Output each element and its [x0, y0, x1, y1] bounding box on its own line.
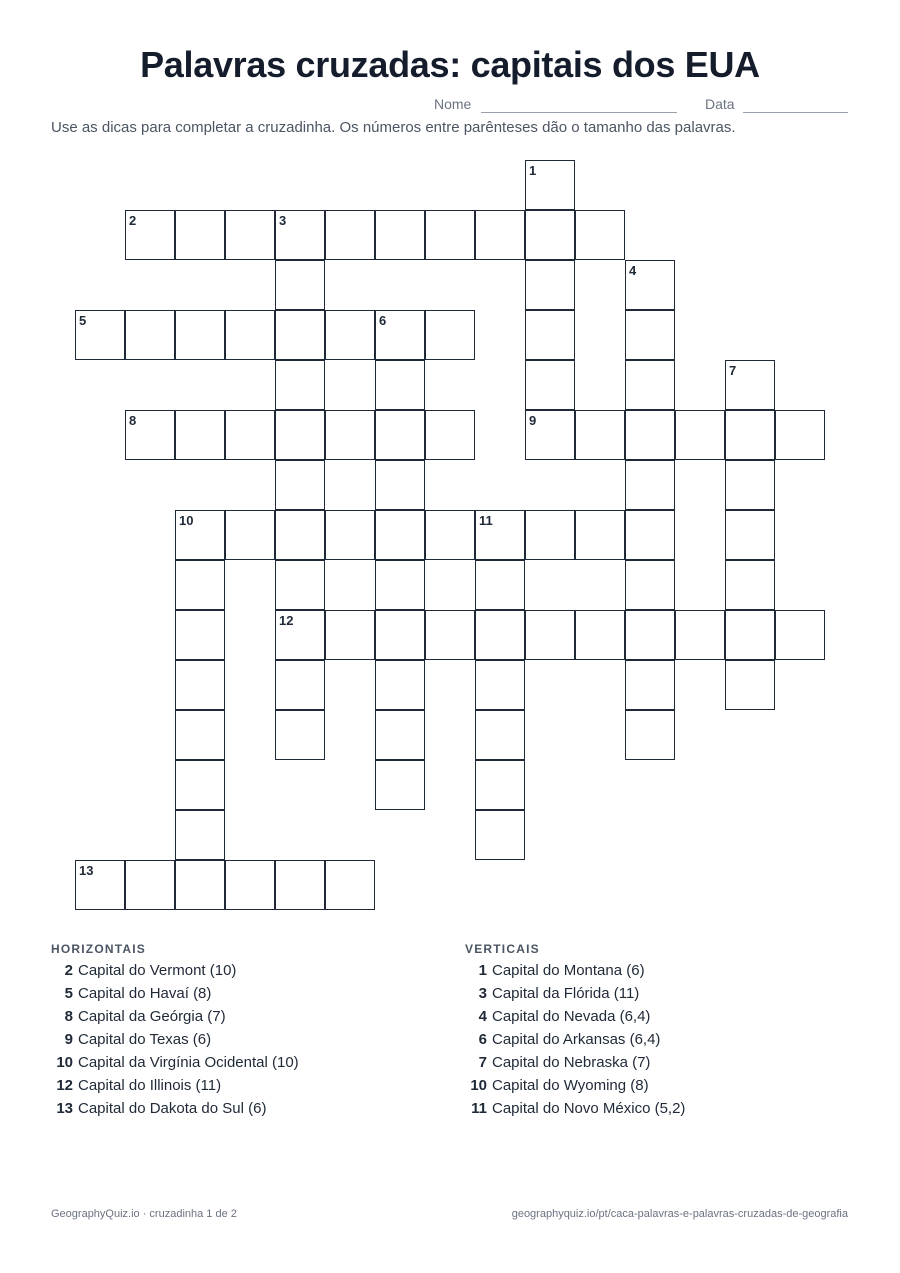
page-title: Palavras cruzadas: capitais dos EUA [140, 44, 760, 85]
crossword-cell[interactable] [275, 360, 325, 410]
crossword-cell[interactable] [475, 810, 525, 860]
crossword-cell[interactable] [75, 860, 125, 910]
down-clues [465, 962, 685, 1123]
crossword-cell[interactable] [675, 610, 725, 660]
clue-number: 12 [279, 613, 294, 628]
crossword-cell[interactable] [375, 510, 425, 560]
crossword-cell[interactable] [375, 210, 425, 260]
crossword-cell[interactable] [725, 560, 775, 610]
across-clue: 12 Capital do Illinois (11) [56, 1077, 222, 1094]
crossword-cell[interactable] [375, 560, 425, 610]
crossword-cell[interactable] [275, 560, 325, 610]
crossword-cell[interactable] [375, 310, 425, 360]
crossword-cell[interactable] [625, 460, 675, 510]
crossword-cell[interactable] [625, 360, 675, 410]
crossword-cell[interactable] [325, 210, 375, 260]
down-clue: 10 Capital do Wyoming (8) [470, 1077, 649, 1094]
crossword-cell[interactable] [175, 510, 225, 560]
crossword-cell[interactable] [175, 610, 225, 660]
clue-number: 7 [729, 363, 737, 378]
crossword-cell[interactable] [75, 310, 125, 360]
crossword-cell[interactable] [375, 760, 425, 810]
crossword-cell[interactable] [475, 660, 525, 710]
crossword-cell[interactable] [475, 710, 525, 760]
crossword-cell[interactable] [625, 660, 675, 710]
crossword-cell[interactable] [625, 310, 675, 360]
crossword-cell[interactable] [475, 510, 525, 560]
crossword-cell[interactable] [275, 660, 325, 710]
crossword-cell[interactable] [575, 410, 625, 460]
down-clue: 1 Capital do Montana (6) [478, 962, 645, 979]
down-clue: 11 Capital do Novo México (5,2) [471, 1100, 686, 1117]
crossword-cell[interactable] [525, 410, 575, 460]
crossword-cell[interactable] [225, 210, 275, 260]
crossword-cell[interactable] [625, 710, 675, 760]
clue-number: 2 [129, 213, 137, 228]
crossword-cell[interactable] [775, 610, 825, 660]
crossword-cell[interactable] [375, 460, 425, 510]
crossword-cell[interactable] [175, 210, 225, 260]
crossword-cell[interactable] [575, 210, 625, 260]
crossword-cell[interactable] [375, 710, 425, 760]
clue-number: 5 [79, 313, 87, 328]
crossword-cell[interactable] [175, 760, 225, 810]
clue-number: 9 [529, 413, 537, 428]
crossword-cell[interactable] [225, 510, 275, 560]
crossword-cell[interactable] [175, 310, 225, 360]
across-clues [51, 962, 299, 1123]
crossword-cell[interactable] [275, 210, 325, 260]
clue-number: 3 [279, 213, 287, 228]
crossword-cell[interactable] [575, 610, 625, 660]
date-label: Data [705, 96, 735, 112]
crossword-cell[interactable] [775, 410, 825, 460]
crossword-cell[interactable] [525, 510, 575, 560]
crossword-cell[interactable] [275, 260, 325, 310]
crossword-cell[interactable] [125, 310, 175, 360]
down-clue: 7 Capital do Nebraska (7) [478, 1054, 651, 1071]
crossword-cell[interactable] [425, 610, 475, 660]
crossword-cell[interactable] [475, 560, 525, 610]
crossword-cell[interactable] [225, 860, 275, 910]
clue-number: 11 [479, 513, 493, 528]
crossword-cell[interactable] [275, 610, 325, 660]
crossword-cell[interactable] [725, 460, 775, 510]
across-clue: 13 Capital do Dakota do Sul (6) [56, 1100, 267, 1117]
crossword-cell[interactable] [175, 710, 225, 760]
crossword-cell[interactable] [375, 610, 425, 660]
crossword-cell[interactable] [375, 410, 425, 460]
crossword-cell[interactable] [325, 510, 375, 560]
crossword-cell[interactable] [475, 610, 525, 660]
footer-link[interactable]: geographyquiz.io/pt/caca-palavras-e-palavras-cruzadas-de-geografia [511, 1208, 848, 1220]
crossword-cell[interactable] [725, 410, 775, 460]
crossword-cell[interactable] [675, 410, 725, 460]
crossword-cell[interactable] [125, 410, 175, 460]
crossword-cell[interactable] [625, 560, 675, 610]
crossword-cell[interactable] [325, 310, 375, 360]
crossword-cell[interactable] [325, 410, 375, 460]
clue-number: 1 [529, 163, 537, 178]
crossword-cell[interactable] [375, 660, 425, 710]
crossword-cell[interactable] [475, 760, 525, 810]
crossword-cell[interactable] [425, 310, 475, 360]
crossword-cell[interactable] [175, 660, 225, 710]
crossword-cell[interactable] [725, 660, 775, 710]
crossword-cell[interactable] [525, 610, 575, 660]
clue-number: 6 [379, 313, 387, 328]
across-clue: 8 Capital da Geórgia (7) [64, 1008, 226, 1025]
crossword-cell[interactable] [725, 610, 775, 660]
across-heading: HORIZONTAIS [51, 942, 146, 956]
crossword-cell[interactable] [325, 860, 375, 910]
crossword-cell[interactable] [275, 710, 325, 760]
crossword-cell[interactable] [425, 210, 475, 260]
crossword-cell[interactable] [525, 310, 575, 360]
crossword-cell[interactable] [175, 410, 225, 460]
crossword-cell[interactable] [575, 510, 625, 560]
clue-number: 13 [79, 863, 94, 878]
across-clue: 2 Capital do Vermont (10) [64, 962, 237, 979]
crossword-cell[interactable] [425, 410, 475, 460]
crossword-cell[interactable] [175, 560, 225, 610]
crossword-cell[interactable] [475, 210, 525, 260]
down-clue: 3 Capital da Flórida (11) [478, 985, 640, 1002]
crossword-cell[interactable] [525, 360, 575, 410]
crossword-cell[interactable] [125, 210, 175, 260]
clue-number: 10 [179, 513, 194, 528]
crossword-cell[interactable] [725, 360, 775, 410]
clue-number: 8 [129, 413, 137, 428]
across-clue: 9 Capital do Texas (6) [64, 1031, 212, 1048]
across-clue: 5 Capital do Havaí (8) [64, 985, 212, 1002]
down-clue: 6 Capital do Arkansas (6,4) [478, 1031, 661, 1048]
crossword-cell[interactable] [275, 510, 325, 560]
crossword-cell[interactable] [175, 810, 225, 860]
crossword-cell[interactable] [225, 310, 275, 360]
clue-number: 4 [629, 263, 637, 278]
crossword-cell[interactable] [275, 410, 325, 460]
crossword-cell[interactable] [375, 360, 425, 410]
name-label: Nome [434, 96, 472, 112]
crossword-cell[interactable] [175, 860, 225, 910]
crossword-cell[interactable] [625, 510, 675, 560]
down-heading: VERTICAIS [465, 942, 540, 956]
footer-left: GeographyQuiz.io · cruzadinha 1 de 2 [51, 1208, 237, 1220]
crossword-cell[interactable] [525, 210, 575, 260]
crossword-cell[interactable] [425, 510, 475, 560]
crossword-cell[interactable] [125, 860, 175, 910]
crossword-cell[interactable] [625, 410, 675, 460]
down-clue: 4 Capital do Nevada (6,4) [478, 1008, 651, 1025]
crossword-cell[interactable] [625, 610, 675, 660]
crossword-cell[interactable] [525, 260, 575, 310]
crossword-cell[interactable] [275, 860, 325, 910]
crossword-cell[interactable] [225, 410, 275, 460]
crossword-cell[interactable] [325, 610, 375, 660]
across-clue: 10 Capital da Virgínia Ocidental (10) [56, 1054, 299, 1071]
crossword-cell[interactable] [275, 460, 325, 510]
crossword-cell[interactable] [275, 310, 325, 360]
crossword-cell[interactable] [525, 160, 575, 210]
crossword-cell[interactable] [625, 260, 675, 310]
instructions: Use as dicas para completar a cruzadinha. Os números entre parênteses dão o tamanho das palavras. [51, 119, 736, 136]
crossword-cell[interactable] [725, 510, 775, 560]
